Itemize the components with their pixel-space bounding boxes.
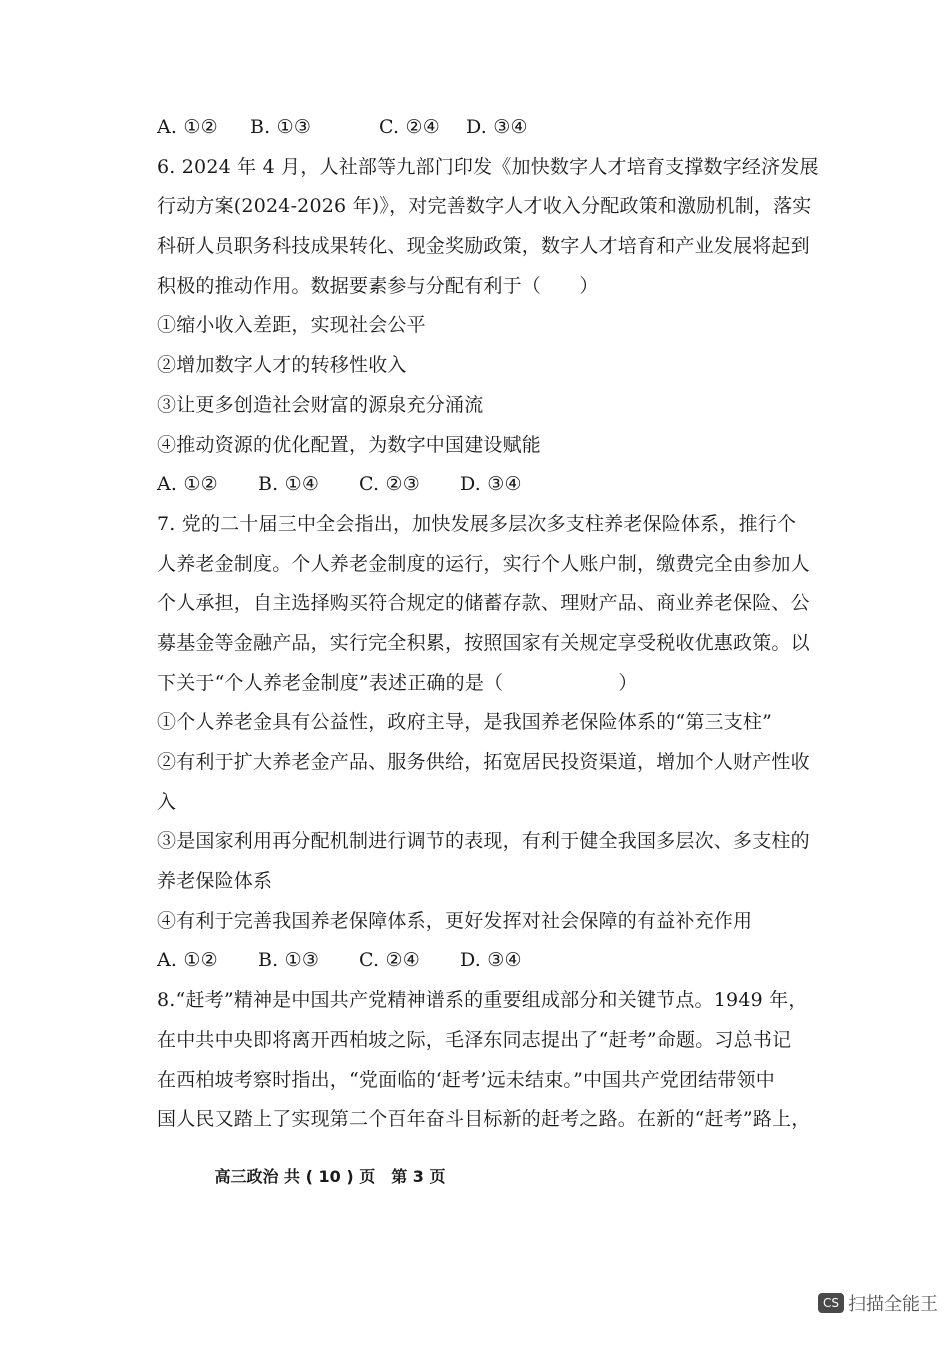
q7-item-2-cont: 入 <box>157 790 177 813</box>
q7-stem-line-5: 下关于“个人养老金制度”表述正确的是（ ） <box>157 671 638 694</box>
q6-option-b: B. ①④ <box>258 473 320 496</box>
q7-stem-line-1: 7. 党的二十届三中全会指出，加快发展多层次多支柱养老保险体系，推行个 <box>157 512 797 535</box>
q6-stem-line-3: 科研人员职务科技成果转化、现金奖励政策，数字人才培育和产业发展将起到 <box>157 235 810 258</box>
q7-options <box>157 941 809 981</box>
scanner-logo-icon: CS <box>818 1293 844 1313</box>
exam-page-body <box>157 108 819 1140</box>
q8-stem-line-2: 在中共中央即将离开西柏坡之际，毛泽东同志提出了“赶考”命题。习总书记 <box>157 1028 792 1051</box>
scanner-watermark-text: 扫描全能王 <box>848 1294 938 1315</box>
q6-option-a: A. ①② <box>157 473 218 496</box>
q6-option-c: C. ②③ <box>359 473 421 496</box>
q6-item-4: ④推动资源的优化配置，为数字中国建设赋能 <box>157 433 542 456</box>
q7-item-3-cont: 养老保险体系 <box>157 870 273 893</box>
q5-option-b: B. ①③ <box>250 116 312 138</box>
q6-stem-line-2: 行动方案(2024-2026 年)》，对完善数字人才收入分配政策和激励机制，落实 <box>157 195 812 218</box>
q7-stem-line-3: 个人承担，自主选择购买符合规定的储蓄存款、理财产品、商业养老保险、公 <box>157 592 810 615</box>
q7-option-b: B. ①③ <box>258 949 320 972</box>
q6-item-3: ③让更多创造社会财富的源泉充分涌流 <box>157 393 484 416</box>
q7-option-c: C. ②④ <box>359 949 421 972</box>
q5-option-a: A. ①② <box>157 116 218 138</box>
q5-options <box>157 108 809 148</box>
page-footer: 高三政治 共 ( 10 ) 页 第 3 页 <box>214 1167 446 1186</box>
q6-stem-line-4: 积极的推动作用。数据要素参与分配有利于（ ） <box>157 274 599 297</box>
q7-item-4: ④有利于完善我国养老保障体系，更好发挥对社会保障的有益补充作用 <box>157 909 753 932</box>
q7-option-d: D. ③④ <box>460 949 522 972</box>
q7-item-3: ③是国家利用再分配机制进行调节的表现，有利于健全我国多层次、多支柱的 <box>157 830 810 853</box>
q6-options <box>157 465 809 505</box>
q5-option-c: C. ②④ <box>379 116 441 138</box>
q8-stem-line-4: 国人民又踏上了实现第二个百年奋斗目标新的赶考之路。在新的“赶考”路上， <box>157 1108 811 1131</box>
q7-option-a: A. ①② <box>157 949 218 972</box>
q6-item-2: ②增加数字人才的转移性收入 <box>157 354 407 377</box>
q6-stem-line-1: 6. 2024 年 4 月，人社部等九部门印发《加快数字人才培育支撑数字经济发展 <box>157 155 819 178</box>
q8-stem-line-1: 8.“赶考”精神是中国共产党精神谱系的重要组成部分和关键节点。1949 年， <box>157 989 808 1012</box>
q5-option-d: D. ③④ <box>466 116 528 138</box>
scanner-watermark <box>818 1290 938 1316</box>
q7-item-1: ①个人养老金具有公益性，政府主导，是我国养老保险体系的“第三支柱” <box>157 711 773 734</box>
q6-option-d: D. ③④ <box>460 473 522 496</box>
q7-item-2: ②有利于扩大养老金产品、服务供给，拓宽居民投资渠道，增加个人财产性收 <box>157 751 810 773</box>
q7-stem-line-2: 人养老金制度。个人养老金制度的运行，实行个人账户制，缴费完全由参加人 <box>157 552 810 575</box>
q7-stem-line-4: 募基金等金融产品，实行完全积累，按照国家有关规定享受税收优惠政策。以 <box>157 631 810 654</box>
q8-stem-line-3: 在西柏坡考察时指出，“党面临的‘赶考’远未结束。”中国共产党团结带领中 <box>157 1068 776 1091</box>
q6-item-1: ①缩小收入差距，实现社会公平 <box>157 314 426 337</box>
